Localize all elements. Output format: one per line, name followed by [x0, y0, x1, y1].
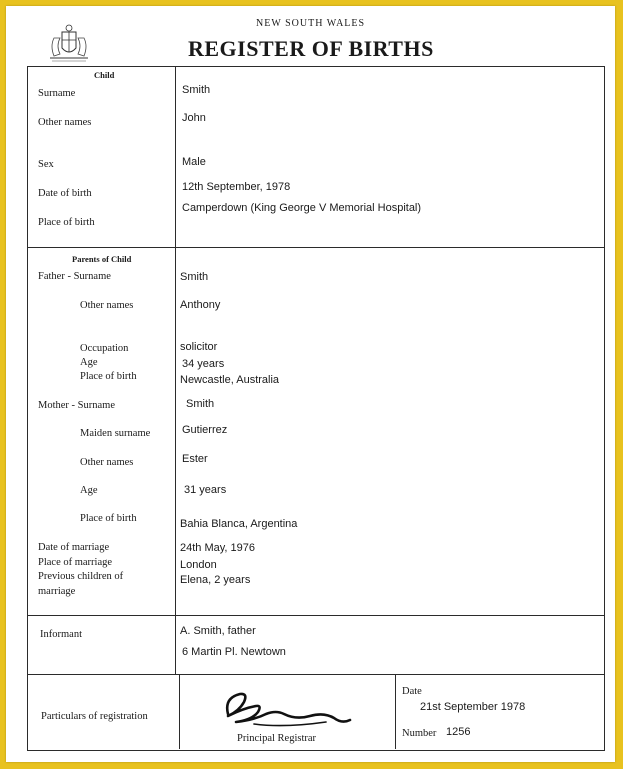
father-surname-value: Smith	[180, 271, 209, 283]
registrar-signature	[214, 684, 354, 732]
previous-children-label-line1: Previous children of	[38, 571, 124, 582]
parents-heading: Parents of Child	[72, 254, 132, 264]
mother-surname-value: Smith	[186, 398, 215, 410]
mother-age-value: 31 years	[184, 484, 227, 496]
child-other-names-value: John	[182, 112, 206, 124]
mother-other-names-value: Ester	[182, 453, 208, 465]
mother-other-names-label: Other names	[80, 457, 134, 468]
child-sex-value: Male	[182, 156, 206, 168]
informant-section-divider	[27, 674, 604, 675]
informant-label: Informant	[40, 629, 82, 640]
column-divider-upper	[175, 66, 176, 674]
mother-age-label: Age	[80, 485, 98, 496]
father-pob-label: Place of birth	[80, 371, 137, 382]
registration-number-label: Number	[402, 728, 437, 739]
father-age-label: Age	[80, 357, 98, 368]
occupation-label: Occupation	[80, 343, 129, 354]
coat-of-arms-icon	[46, 24, 92, 64]
child-pob-value: Camperdown (King George V Memorial Hospital)	[182, 202, 422, 214]
child-heading: Child	[94, 70, 115, 80]
mother-pob-label: Place of birth	[80, 513, 137, 524]
date-of-marriage-label: Date of marriage	[38, 542, 110, 553]
previous-children-value: Elena, 2 years	[180, 574, 251, 586]
page-title: REGISTER OF BIRTHS	[188, 36, 434, 61]
mother-surname-label: Mother - Surname	[38, 400, 115, 411]
mother-pob-value: Bahia Blanca, Argentina	[180, 518, 298, 530]
child-section-divider	[27, 247, 604, 248]
registration-date-label: Date	[402, 686, 422, 697]
registration-number-value: 1256	[446, 726, 471, 738]
informant-address-value: 6 Martin Pl. Newtown	[182, 646, 286, 658]
child-dob-label: Date of birth	[38, 188, 92, 199]
previous-children-label-line2: marriage	[38, 586, 76, 597]
child-surname-value: Smith	[182, 84, 211, 96]
occupation-value: solicitor	[180, 341, 218, 353]
registration-date-value: 21st September 1978	[420, 701, 526, 713]
father-surname-label: Father - Surname	[38, 271, 111, 282]
child-pob-label: Place of birth	[38, 217, 95, 228]
maiden-surname-label: Maiden surname	[80, 428, 151, 439]
father-age-value: 34 years	[182, 358, 225, 370]
registrar-label: Principal Registrar	[237, 733, 317, 744]
child-sex-label: Sex	[38, 159, 54, 170]
registration-label: Particulars of registration	[41, 711, 148, 722]
child-dob-value: 12th September, 1978	[182, 181, 291, 193]
maiden-surname-value: Gutierrez	[182, 424, 228, 436]
place-of-marriage-label: Place of marriage	[38, 557, 113, 568]
child-other-names-label: Other names	[38, 117, 92, 128]
child-surname-label: Surname	[38, 88, 76, 99]
date-of-marriage-value: 24th May, 1976	[180, 542, 256, 554]
birth-register-page	[6, 6, 615, 762]
state-name: NEW SOUTH WALES	[256, 18, 366, 29]
father-other-names-label: Other names	[80, 300, 134, 311]
date-column-divider	[395, 674, 396, 749]
father-pob-value: Newcastle, Australia	[180, 374, 280, 386]
informant-name-value: A. Smith, father	[180, 625, 256, 637]
parents-section-divider	[27, 615, 604, 616]
place-of-marriage-value: London	[180, 559, 217, 571]
column-divider-lower	[179, 674, 180, 749]
father-other-names-value: Anthony	[180, 299, 221, 311]
